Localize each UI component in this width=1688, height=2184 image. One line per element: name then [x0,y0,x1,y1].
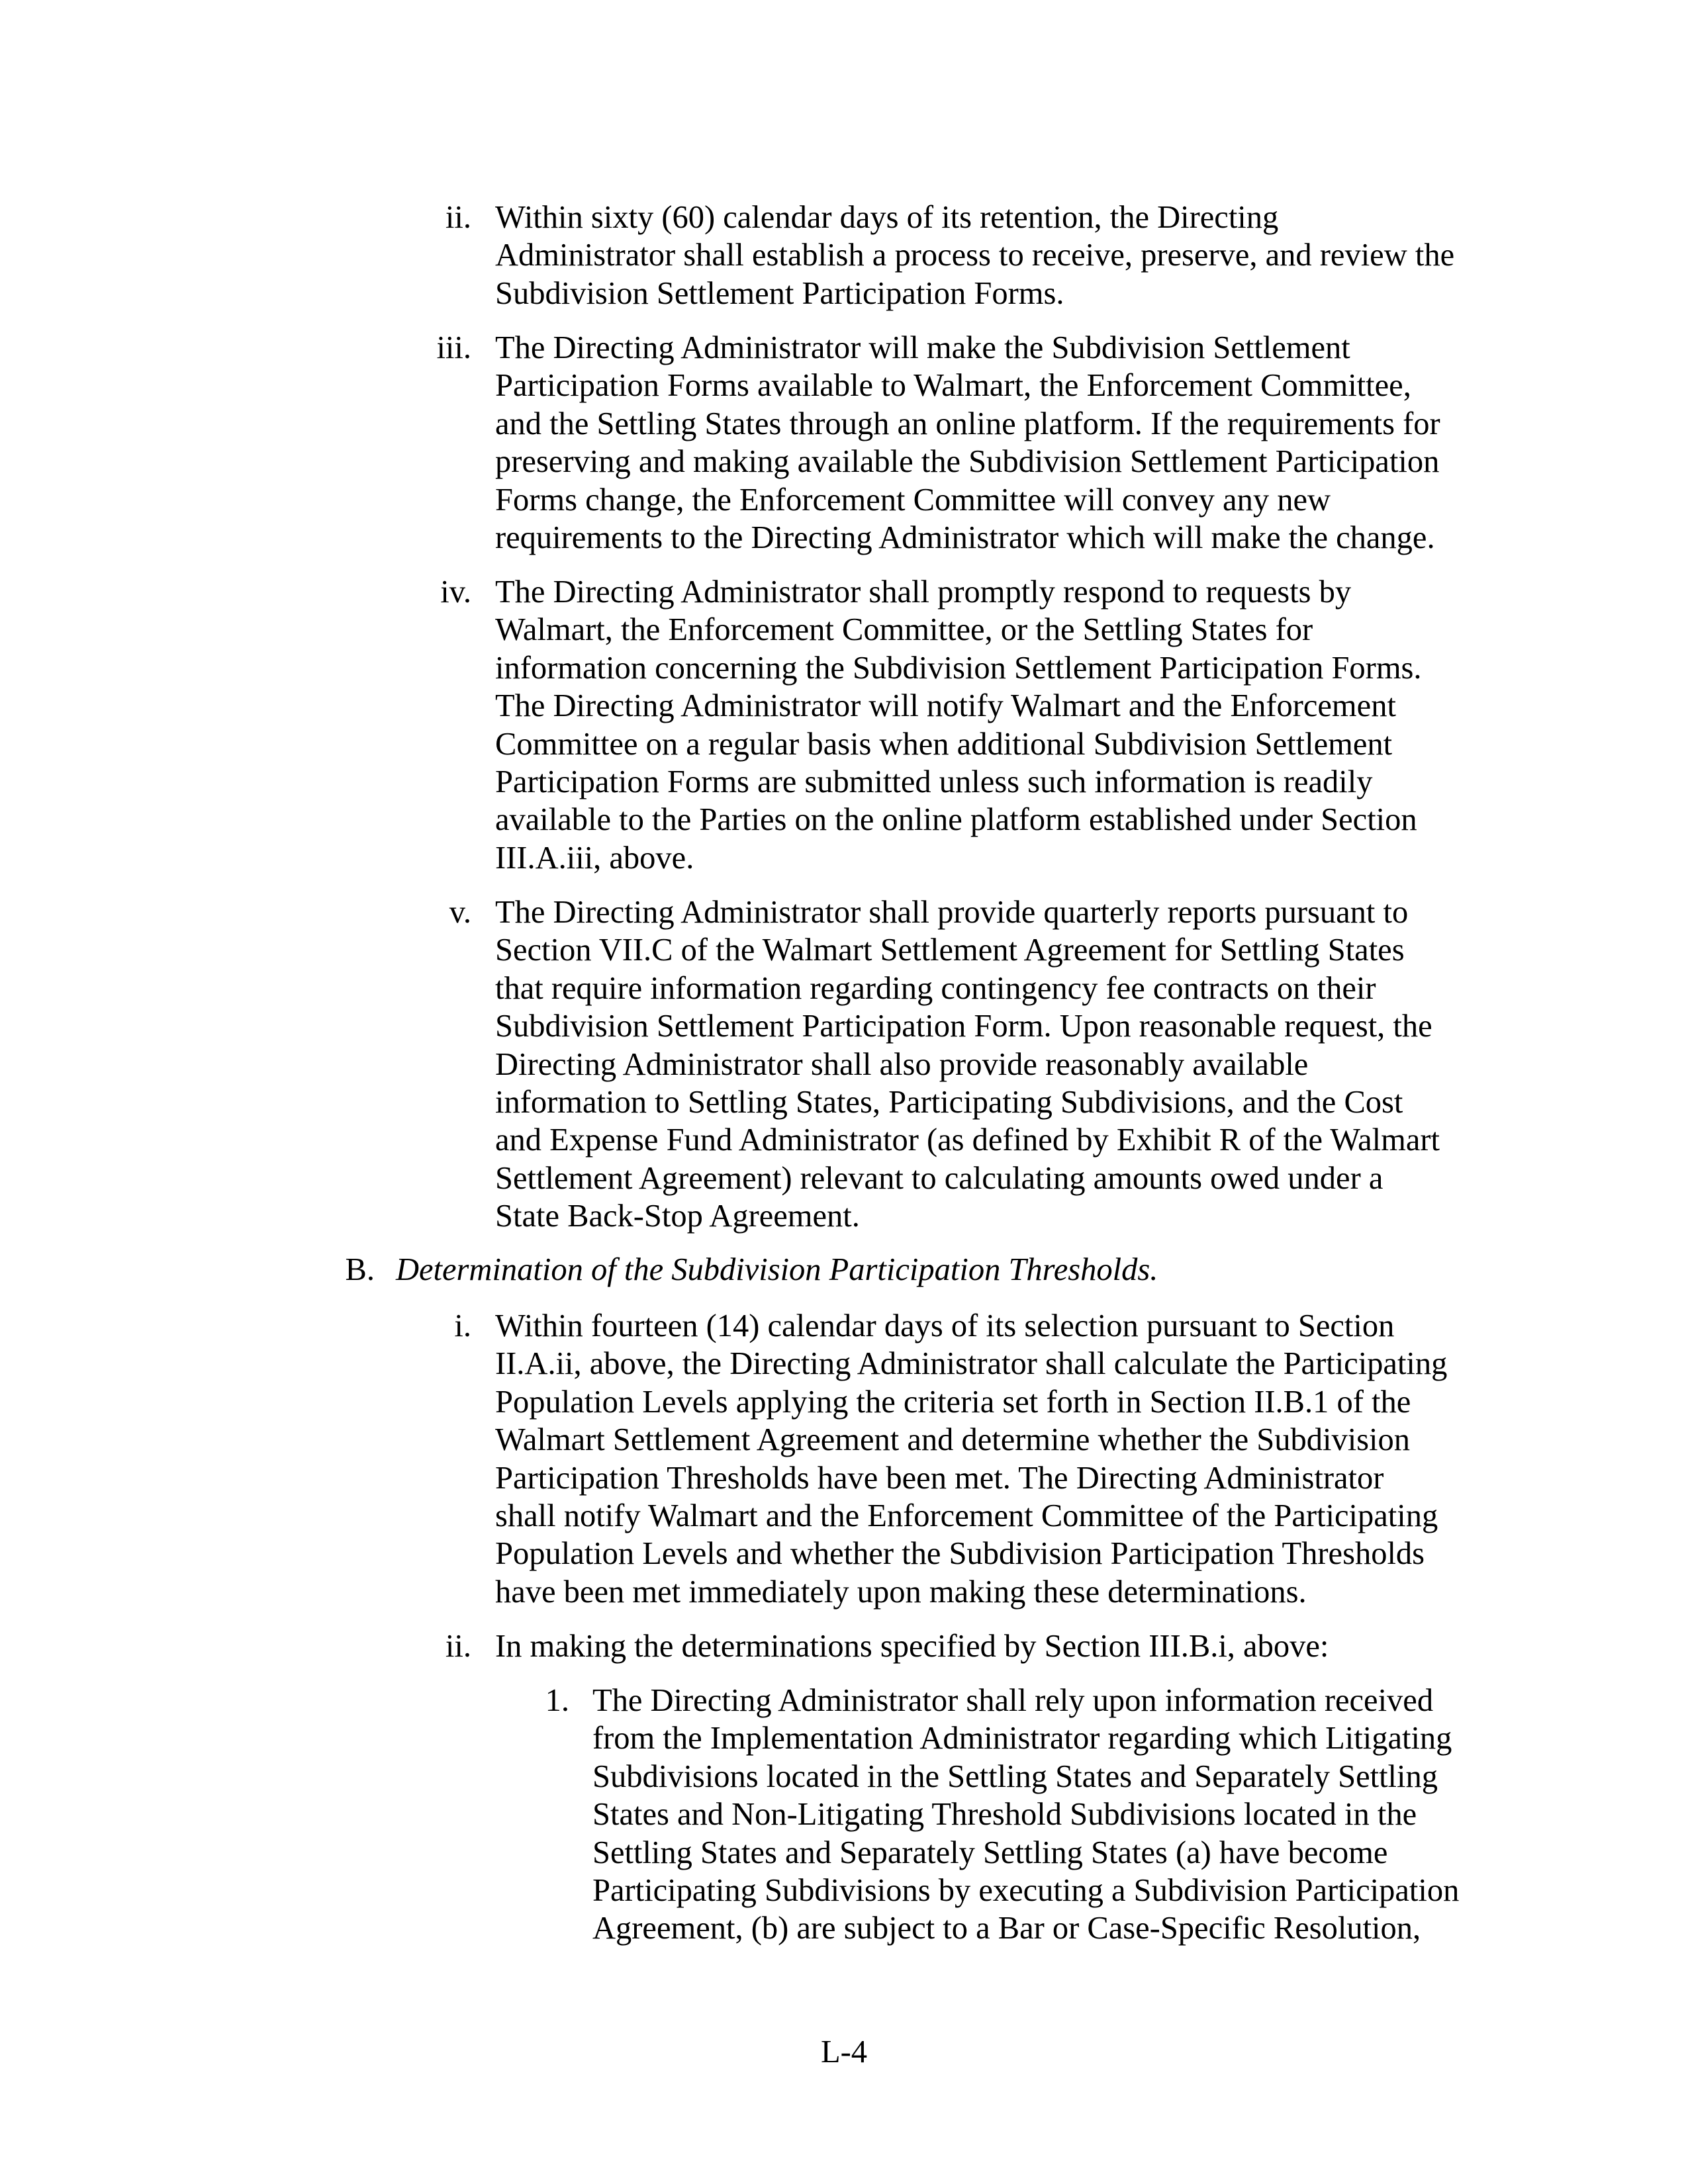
text-line: Section VII.C of the Walmart Settlement Agreement for Settling States [495,933,1405,968]
list-label: ii. [445,200,471,235]
paragraph [495,893,1440,1236]
paragraph [495,199,1454,312]
text-line: States and Non-Litigating Threshold Subdivisions located in the [592,1797,1417,1833]
text-line: Participation Forms available to Walmart, the Enforcement Committee, [495,368,1411,404]
text-line: Population Levels and whether the Subdivision Participation Thresholds [495,1536,1425,1572]
list-label: iii. [436,330,471,365]
text-line: Participation Thresholds have been met. The Directing Administrator [495,1460,1384,1496]
text-line: from the Implementation Administrator regarding which Litigating [592,1721,1452,1756]
text-line: Population Levels applying the criteria set forth in Section II.B.1 of the [495,1384,1411,1420]
paragraph [495,573,1422,877]
text-line: Committee on a regular basis when additional Subdivision Settlement [495,726,1393,762]
text-line: Settlement Agreement) relevant to calculating amounts owed under a [495,1160,1383,1196]
text-line: The Directing Administrator will notify Walmart and the Enforcement [495,688,1396,724]
text-line: The Directing Administrator shall provide quarterly reports pursuant to [495,895,1409,930]
text-line: Subdivisions located in the Settling States and Separately Settling [592,1758,1438,1794]
text-line: Participation Forms are submitted unless such information is readily [495,764,1373,799]
text-line: shall notify Walmart and the Enforcement Committee of the Participating [495,1498,1438,1533]
list-label: 1. [545,1683,569,1718]
section-heading-text: Determination of the Subdivision Participation Thresholds. [396,1252,1158,1287]
text-line: III.A.iii, above. [495,840,694,876]
paragraph [495,1627,1329,1665]
section-label: B. [345,1252,375,1287]
text-line: Walmart, the Enforcement Committee, or the Settling States for [495,612,1313,648]
text-line: Walmart Settlement Agreement and determine whether the Subdivision [495,1422,1411,1458]
page-number: L-4 [820,2034,868,2070]
text-line: Participating Subdivisions by executing a Subdivision Participation [592,1872,1460,1908]
text-line: Subdivision Settlement Participation Form. Upon reasonable request, the [495,1009,1432,1044]
list-label: v. [449,895,471,930]
list-label: i. [454,1308,471,1343]
text-line: information concerning the Subdivision Settlement Participation Forms. [495,650,1422,686]
text-line: Settling States and Separately Settling States (a) have become [592,1835,1388,1870]
text-line: preserving and making available the Subdivision Settlement Participation [495,444,1440,480]
text-line: information to Settling States, Participating Subdivisions, and the Cost [495,1084,1403,1120]
text-line: that require information regarding contingency fee contracts on their [495,970,1376,1006]
text-line: Directing Administrator shall also provide reasonably available [495,1046,1309,1082]
text-line: Administrator shall establish a process to receive, preserve, and review the [495,238,1455,273]
text-line: available to the Parties on the online platform established under Section [495,802,1417,838]
text-line: The Directing Administrator shall rely upon information received [592,1683,1434,1718]
list-label: ii. [445,1629,471,1664]
section-heading-text-wrapper [396,1251,1158,1289]
text-line: and Expense Fund Administrator (as defined by Exhibit R of the Walmart [495,1122,1440,1158]
text-line: and the Settling States through an online platform. If the requirements for [495,406,1440,441]
paragraph [495,1307,1447,1611]
text-line: In making the determinations specified by Section III.B.i, above: [495,1629,1329,1664]
text-line: The Directing Administrator shall promptly respond to requests by [495,574,1352,610]
text-line: Subdivision Settlement Participation Forms. [495,275,1064,311]
text-line: The Directing Administrator will make the Subdivision Settlement [495,330,1350,365]
text-line: requirements to the Directing Administrator which will make the change. [495,520,1435,555]
text-line: II.A.ii, above, the Directing Administrator shall calculate the Participating [495,1346,1448,1382]
text-line: have been met immediately upon making these determinations. [495,1574,1307,1610]
text-line: State Back-Stop Agreement. [495,1199,860,1234]
text-line: Forms change, the Enforcement Committee will convey any new [495,482,1331,518]
text-line: Within fourteen (14) calendar days of its selection pursuant to Section [495,1308,1395,1343]
text-line: Agreement, (b) are subject to a Bar or Case-Specific Resolution, [592,1911,1421,1946]
text-line: Within sixty (60) calendar days of its retention, the Directing [495,200,1279,235]
paragraph [592,1682,1459,1948]
paragraph [495,329,1440,557]
list-label: iv. [440,574,471,610]
